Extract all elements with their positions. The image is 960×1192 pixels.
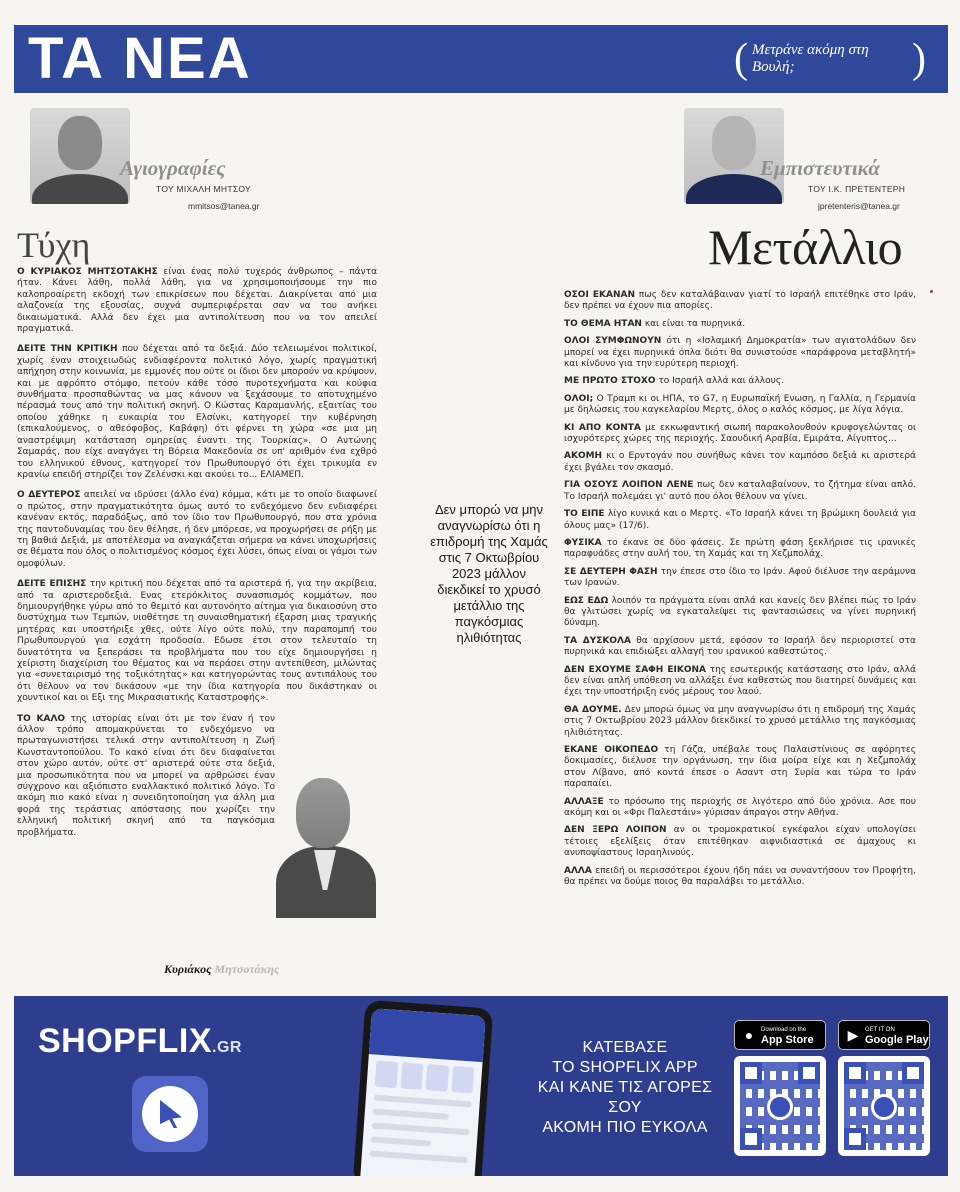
email-right: jpretenteris@tanea.gr [818,201,900,211]
newspaper-logo: ΤΑ ΝΕΑ [28,26,252,91]
article-body-left [17,267,377,848]
paragraph: ΓΙΑ ΟΣΟΥΣ ΛΟΙΠΟΝ ΛΕΝΕ πως δεν καταλαβαίνουν, το ζήτημα είναι απλό. Το Ισραήλ πολεμάει γι' αυτό που όλοι θέλουν να γίνει. [564,480,916,502]
left-paren-decoration: ( [734,36,748,82]
paragraph: ΔΕΙΤΕ ΤΗΝ ΚΡΙΤΙΚΗ που δέχεται από τα δεξιά. Δύο τελειωμένοι πολιτικοί, χωρίς έναν στοιχειωδώς ενδιαφέροντα πολιτικό λόγο, χωρίς πραγματική απήχηση στην κοινωνία, με εμμονές που ούτε οι ίδιοι δεν μπορούν να κρύψουν, και με αφρόπτο στόμφο, πετούν κάθε τόσο πυροτεχνήματα και κούφια συνθήματα προσπαθώντας να μας κάνουν να ξεχάσουμε το αποτυχημένο πέρασμά τους από την πολιτική σκηνή. Ο Κώστας Καραμανλής, εξαιτίας του οποίου χάθηκε η ευκαιρία του Ελσίνκι, κατηγορεί την κυβέρνηση (επικαλούμενος, ο αθεόφοβος, Καβάφη) ότι φέρνει τη χώρα «σε μια μη αναστρέψιμη κατάσταση ομηρείας έναντι της Τουρκίας». Ο Αντώνης Σαμαράς, που είχε αναγάγει τη Βόρεια Μακεδονία σε υπ' αριθμόν ένα εχθρό του ελληνικού έθνους, κατηγορεί τον Πρωθυπουργό ότι έχει τρικυμία εν κρανίω επειδή στηρίζει τον Ζελένσκι και ακούει το... ΕΛΙΑΜΕΠ. [17,344,377,480]
paragraph: ΜΕ ΠΡΩΤΟ ΣΤΟΧΟ το Ισραήλ αλλά και άλλους. [564,376,784,387]
paragraph: ΑΛΛΑΞΕ το πρόσωπο της περιοχής σε λιγότερο από δύο χρόνια. Ασε που ακόμη και οι «Φρι Παλεστάιν» γύρισαν άπραγοι στην Αθήνα. [564,796,916,819]
app-store-button[interactable]: ● Download on the App Store [734,1020,826,1050]
ad-slogan: ΚΑΤΕΒΑΣΕ ΤΟ SHOPFLIX APP ΚΑΙ ΚΑΝΕ ΤΙΣ ΑΓΟΡΕΣ ΣΟΥ ΑΚΟΜΗ ΠΙΟ ΕΥΚΟΛΑ [537,1039,713,1136]
masthead-tagline [730,36,930,82]
paragraph: ΟΣΟΙ ΕΚΑΝΑΝ πως δεν καταλάβαιναν γιατί το Ισραήλ επιτέθηκε στο Ιράν, δεν πρέπει να έχουν πια απορίες. [564,290,916,312]
cursor-icon [767,1094,793,1120]
phone-mockup [353,1000,494,1176]
paragraph: ΟΛΟΙ ΣΥΜΦΩΝΟΥΝ ότι η «Ισλαμική Δημοκρατία» των αγιατολάδων δεν μπορεί να έχει πυρηνικά όπλα διότι θα συνιστούσε «παράφρονα μεταβλητή» και κίνδυνο για την ευρύτερη περιοχή. [564,336,917,370]
masthead [14,25,948,93]
google-play-button[interactable]: ▶ GET IT ON Google Play [838,1020,930,1050]
tagline-text: Μετράνε ακόμη στη Βουλή; [752,42,869,75]
headline-right: Μετάλλιο [708,219,903,275]
paragraph: ΚΙ ΑΠΟ ΚΟΝΤΑ με εκκωφαντική σιωπή παρακολουθούν κρυφογελώντας οι ισχυρότερες χώρες της περιοχής. Σαουδική Αραβία, Εμιράτα, Αίγυπτος... [564,422,916,445]
paragraph: ΟΛΟΙ; Ο Τραμπ κι οι ΗΠΑ, το G7, η Ευρωπαϊκή Ενωση, η Γαλλία, η Γερμανία με δηλώσεις του καγκελαρίου Μερτς, όλος ο καλός κόσμος, με λίγα λόγια. [564,393,916,416]
paragraph: ΤΟ ΘΕΜΑ ΗΤΑΝ και είναι τα πυρηνικά. [564,318,746,329]
paragraph: ΔΕΝ ΞΕΡΩ ΛΟΙΠΟΝ αν οι τρομοκρατικοί εγκέφαλοι είχαν υπολογίσει τέτοιες εξελίξεις όταν επιτέθηκαν αιφνιδιαστικά σε άμαχους κι ανυποψίαστους Ισραηλινούς. [564,825,916,859]
columnist-photo-left [30,108,130,204]
paragraph: Ο ΔΕΥΤΕΡΟΣ απειλεί να ιδρύσει (άλλο ένα) κόμμα, κάτι με το οποίο διαφωνεί ο πρώτος, στην πραγματικότητα όμως αυτό το ενδεχόμενο δεν ενδιαφέρει κανέναν εκτός, παραδόξως, από τον ίδιο τον Πρωθυπουργό, που στα χρόνια της παντοδυναμίας του δεν θέλησε, ή δεν μπόρεσε, να προχωρήσει σε ρήξη με τη βαθιά Δεξιά, με αποτέλεσμα να αναγκάζεται σήμερα να κάνει υποχωρήσεις σε θέματα που όλος ο πολιτισμένος κόσμος έχει λύσει, όπως είναι οι γάμοι των ομοφύλων. [17,490,378,569]
paragraph: ΕΩΣ ΕΔΩ λοιπόν τα πράγματα είναι απλά και κανείς δεν βλέπει πώς το Ιράν θα γλιτώσει χωρίς να εγκαταλείψει τις φαντασιώσεις να γίνει πυρηνική δύναμη. [564,595,916,629]
red-dot-mark [930,290,933,293]
cursor-icon [132,1076,208,1152]
cursor-icon [871,1094,897,1120]
column-title-right: Εμπιστευτικά [760,156,881,180]
shopflix-advertisement[interactable] [14,996,948,1176]
photo-caption: Κυριάκος Μητσοτάκης [164,962,280,976]
paragraph: ΑΛΛΑ επειδή οι περισσότεροι έχουν ήδη πάει να συναντήσουν τον Προφήτη, θα πρέπει να δούμε ποιος θα παραλάβει το μετάλλιο. [564,865,916,888]
headline-left: Τύχη [17,225,91,265]
paragraph: ΘΑ ΔΟΥΜΕ. Δεν μπορώ όμως να μην αναγνωρίσω ότι η επιδρομή της Χαμάς στις 7 Οκτωβρίου 2023 μάλλον διεκδικεί το χρυσό μετάλλιο της παγκόσμιας ηλιθιότητας. [564,704,917,738]
paragraph: ΕΚΑΝΕ ΟΙΚΟΠΕΔΟ τη Γάζα, υπέβαλε τους Παλαιστίνιους σε αφόρητες δοκιμασίες, διέλυσε την οργάνωση, την ίδια μοίρα είχε και η Χεζμπολάχ στον Λίβανο, από κοντά έπεσε ο Ασαντ στη Συρία και τώρα το Ιράν παραπαίει. [564,745,916,790]
play-icon: ▶ [847,1026,859,1043]
qr-code-app-store[interactable] [734,1056,826,1156]
pull-quote: Δεν μπορώ να μην αναγνωρίσω ότι η επιδρομή της Χαμάς στις 7 Οκτωβρίου 2023 μάλλον διεκδικεί το χρυσό μετάλλιο της παγκόσμιας ηλιθιότητας [430,502,548,645]
paragraph: ΔΕΝ ΕΧΟΥΜΕ ΣΑΦΗ ΕΙΚΟΝΑ της εσωτερικής κατάστασης στο Ιράν, αλλά δεν είναι απλή υπόθεση να αλλάξει ένα καθεστώς που διατηρεί δυνάμεις και έχει την υποστήριξη ενός μέρους του λαού. [564,664,916,698]
column-title-left: Αγιογραφίες [120,156,226,180]
byline-right: ΤΟΥ Ι.Κ. ΠΡΕΤΕΝΤΕΡΗ [808,184,906,194]
paragraph: Ο ΚΥΡΙΑΚΟΣ ΜΗΤΣΟΤΑΚΗΣ είναι ένας πολύ τυχερός άνθρωπος – πάντα ήταν. Κάνει λάθη, πολλά λάθη, για να χρησιμοποιήσουμε την πιο καλοπροαίρετη εκδοχή των επικρίσεων που δέχεται. Διακρίνεται από μια αλαζονεία της εξουσίας, συχνά συμπεριφέρεται σαν να του ανήκει δικαιωματικά. Αλλά δεν έχει μια αντιπολίτευση που να τον απειλεί πραγματικά. [17,267,377,335]
byline-left: ΤΟΥ ΜΙΧΑΛΗ ΜΗΤΣΟΥ [156,184,251,194]
email-left: mmitsos@tanea.gr [188,201,260,211]
paragraph: ΤΟ ΕΙΠΕ λίγο κυνικά και ο Μερτς. «Το Ισραήλ κάνει τη βρώμικη δουλειά για όλους μας» (17/6). [564,509,916,531]
paragraph: ΦΥΣΙΚΑ το έκανε σε δύο φάσεις. Σε πρώτη φάση ξεκλήρισε τις ιρανικές παραφυάδες στην αυλή του, τη Χαμάς και τη Χεζμπολάχ. [564,537,916,560]
paragraph: ΤΟ ΚΑΛΟ της ιστορίας είναι ότι με τον έναν ή τον άλλον τρόπο απομακρύνεται το ενδεχόμενο να πρωταγωνιστήσει τελικά στην αντιπολίτευση η Ζωή Κωνσταντοπούλου. Το κακό είναι ότι δεν διαφαίνεται στον χώρο αυτόν, ούτε στ' αριστερά ούτε στα δεξιά, μια προσωπικότητα που να μπορεί να αρθρώσει έναν σύγχρονο και αξιόπιστο εναλλακτικό πολιτικό λόγο. Το ακόμη πιο κακό είναι η συνειδητοποίηση για άλλη μια φορά της τεράστιας απόστασης που χωρίζει την ελληνική πολιτική σκηνή από τα παγκόσμια προβλήματα. [17,713,275,838]
right-paren-decoration: ) [912,36,926,82]
apple-icon: ● [744,1027,754,1043]
paragraph: ΤΑ ΔΥΣΚΟΛΑ θα αρχίσουν μετά, εφόσον το Ισραήλ δεν περιοριστεί στα πυρηνικά και επιδιώξει αλλαγή του ιρανικού καθεστώτος. [564,635,916,658]
article-body-right [564,290,916,894]
qr-code-google-play[interactable] [838,1056,930,1156]
paragraph: ΑΚΟΜΗ κι ο Ερντογάν που συνήθως κάνει τον καμπόσο δεξιά κι αριστερά έχει βγάλει τον σκασμό. [564,451,916,473]
paragraph: ΣΕ ΔΕΥΤΕΡΗ ΦΑΣΗ την έπεσε στο ίδιο το Ιράν. Αφού διέλυσε την αεράμυνα των Ιρανών. [564,566,917,589]
paragraph: ΔΕΙΤΕ ΕΠΙΣΗΣ την κριτική που δέχεται από τα αριστερά ή, για την ακρίβεια, από τα αριστεροδεξιά. Ενας ετερόκλιτος συνασπισμός κομμάτων, που δημιουργήθηκε γύρω από το θεμιτό και αυτονόητο αίτημα για δικαιοσύνη στο δυστύχημα των Τεμπών, υιοθέτησε τη συναισθηματική έξαρση μιας τραγικής μητέρας και υποστήριξε χθες, ούτε λίγο ούτε πολύ, την παραπομπή του Πρωθυπουργού για εσχάτη προδοσία. Εδωσε έτσι στον τελευταίο τη δυνατότητα να ξεπεράσει τα προβλήματα που του είχε δημιουργήσει η χείριστη διαχείριση του θέματος και να περάσει στην αντεπίθεση, μιλώντας για «συνεταιρισμό της τοξικότητας» και κατηγορώντας τους αντιπάλους του ότι θέλουν να τον δικάσουν «με την ίδια κατηγορία που δικάστηκαν οι χουντικοί και οι Εξι της Μικρασιατικής Καταστροφής». [17,579,377,704]
politician-photo [274,768,384,918]
shopflix-logo: SHOPFLIX.GR [38,1022,242,1060]
